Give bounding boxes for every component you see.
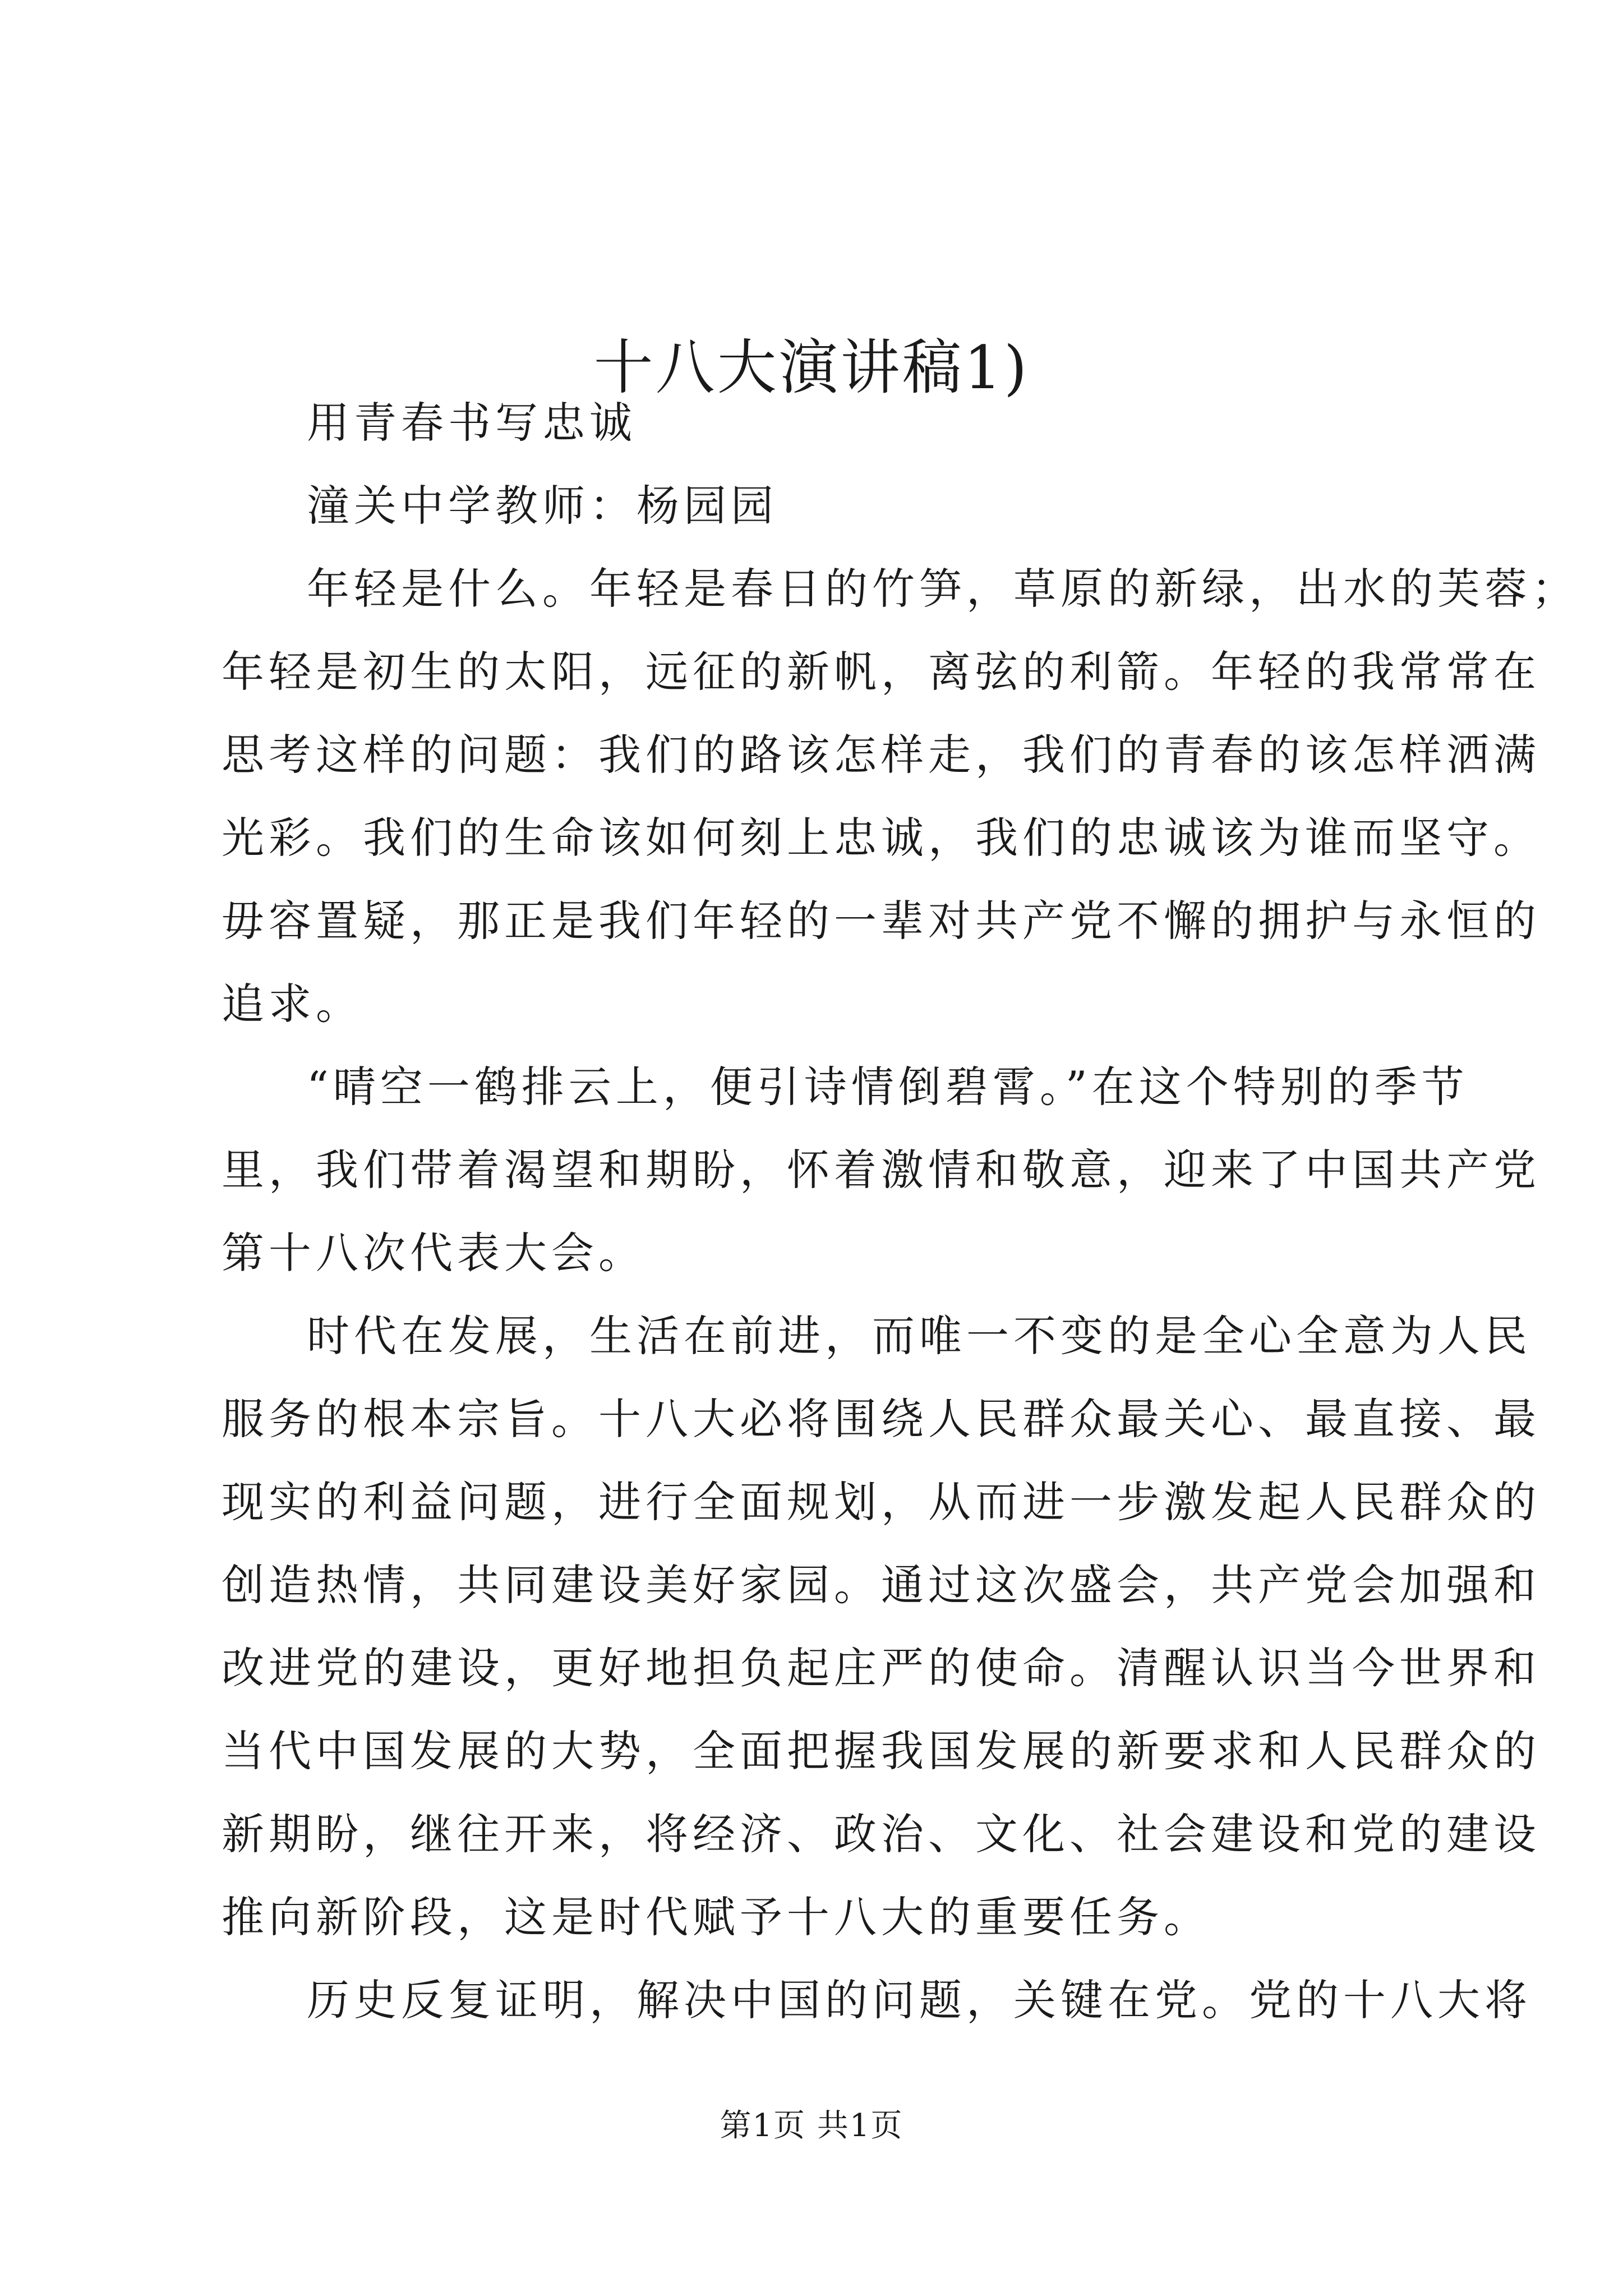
text-line: 里，我们带着渴望和期盼，怀着激情和敬意，迎来了中国共产党 [222,1145,1541,1195]
text-line: 现实的利益问题，进行全面规划，从而进一步激发起人民群众的 [222,1477,1541,1527]
text-line: 用青春书写忠诚 [307,398,637,448]
text-line: 潼关中学教师：杨园园 [307,481,778,531]
text-line: 改进党的建设，更好地担负起庄严的使命。清醒认识当今世界和 [222,1643,1541,1693]
text-line: 光彩。我们的生命该如何刻上忠诚，我们的忠诚该为谁而坚守。 [222,813,1541,863]
text-line: 时代在发展，生活在前进，而唯一不变的是全心全意为人民 [307,1311,1532,1361]
text-line: “晴空一鹤排云上，便引诗情倒碧霄。”在这个特别的季节 [307,1062,1469,1112]
text-line: 当代中国发展的大势，全面把握我国发展的新要求和人民群众的 [222,1726,1541,1776]
text-line: 创造热情，共同建设美好家园。通过这次盛会，共产党会加强和 [222,1560,1541,1610]
document-body [222,381,1579,2042]
text-line: 年轻是初生的太阳，远征的新帆，离弦的利箭。年轻的我常常在 [222,647,1541,697]
text-line: 新期盼，继往开来，将经济、政治、文化、社会建设和党的建设 [222,1809,1541,1859]
document-title: 十八大演讲稿1) [593,333,1030,403]
text-line: 服务的根本宗旨。十八大必将围绕人民群众最关心、最直接、最 [222,1394,1541,1444]
text-line: 推向新阶段，这是时代赋予十八大的重要任务。 [222,1892,1211,1942]
text-line: 追求。 [222,979,363,1029]
text-line: 毋容置疑，那正是我们年轻的一辈对共产党不懈的拥护与永恒的 [222,896,1541,946]
page-footer: 第1页 共1页 [720,2108,903,2144]
text-line: 历史反复证明，解决中国的问题，关键在党。党的十八大将 [307,1975,1532,2025]
text-line: 年轻是什么。年轻是春日的竹笋，草原的新绿，出水的芙蓉； [307,564,1579,614]
text-line: 思考这样的问题：我们的路该怎样走，我们的青春的该怎样洒满 [222,730,1541,780]
text-line: 第十八次代表大会。 [222,1228,645,1278]
